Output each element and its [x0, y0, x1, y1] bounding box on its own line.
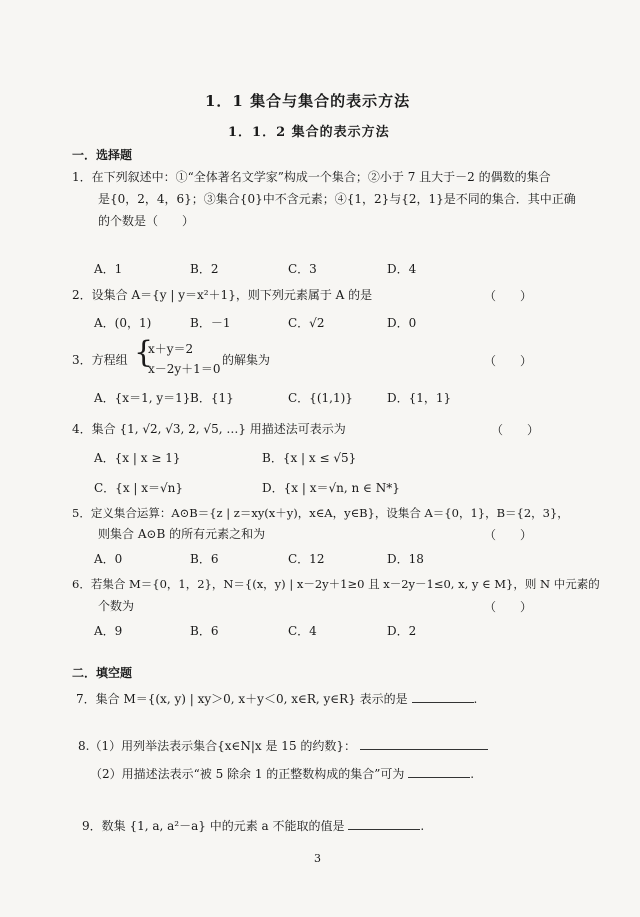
question-2-text: 2．设集合 A＝{y | y＝x²＋1}，则下列元素属于 A 的是 — [72, 288, 373, 302]
period: . — [420, 819, 425, 833]
option-c: C．12 — [288, 552, 325, 566]
system-brace: { — [134, 335, 154, 370]
answer-blank[interactable] — [348, 817, 420, 830]
answer-parentheses: （ ） — [484, 600, 533, 614]
option-a: A．(0，1) — [94, 316, 152, 330]
equation-2: x－2y＋1＝0 — [148, 362, 221, 376]
question-7-text: 7．集合 M＝{(x, y) | xy＞0, x＋y＜0, x∈R, y∈R} 表示的是 — [76, 692, 408, 706]
page-number: 3 — [314, 852, 321, 865]
option-d: D．18 — [387, 552, 424, 566]
section-subtitle: 1．1．2 集合的表示方法 — [228, 125, 390, 140]
option-d: D．0 — [387, 316, 417, 330]
question-8-part2 — [90, 765, 474, 782]
option-b: B．2 — [190, 262, 219, 276]
option-b: B．6 — [190, 552, 219, 566]
question-9 — [82, 817, 424, 834]
option-d: D．{x | x＝√n, n ∈ N*} — [262, 481, 400, 495]
option-c: C．{x | x＝√n} — [94, 481, 184, 495]
option-a: A．{x | x ≥ 1} — [94, 451, 181, 465]
question-5-line1: 5．定义集合运算：A⊙B＝{z | z＝xy(x＋y)，x∈A，y∈B}，设集合 A＝{0，1}，B＝{2，3}， — [72, 506, 569, 520]
question-6-line1: 6．若集合 M＝{0，1，2}，N＝{(x，y) | x－2y＋1≥0 且 x－2y－1≤0, x, y ∈ M}，则 N 中元素的 — [72, 577, 600, 591]
option-c: C．{(1,1)} — [288, 391, 353, 405]
question-9-text: 9．数集 {1, a, a²－a} 中的元素 a 不能取的值是 — [82, 819, 345, 833]
question-4-text: 4．集合 {1, √2, √3, 2, √5, …} 用描述法可表示为 — [72, 422, 346, 436]
answer-blank[interactable] — [360, 737, 488, 750]
answer-blank[interactable] — [408, 765, 470, 778]
option-d: D．2 — [387, 624, 417, 638]
option-d: D．{1，1} — [387, 391, 452, 405]
option-a: A．{x＝1, y＝1} — [94, 391, 191, 405]
option-d: D．4 — [387, 262, 417, 276]
section-heading-choice: 一．选择题 — [72, 148, 133, 162]
question-1-line3: 的个数是（ ） — [98, 214, 195, 228]
option-a: A．9 — [94, 624, 123, 638]
answer-parentheses: （ ） — [484, 289, 533, 303]
option-c: C．3 — [288, 262, 317, 276]
question-8-line2: （2）用描述法表示“被 5 除余 1 的正整数构成的集合”可为 — [90, 767, 405, 781]
option-b: B．6 — [190, 624, 219, 638]
option-b: B．－1 — [190, 316, 231, 330]
page-title: 1．1 集合与集合的表示方法 — [205, 92, 411, 110]
answer-parentheses: （ ） — [484, 528, 533, 542]
question-7 — [76, 690, 477, 707]
period: . — [470, 767, 475, 781]
question-1-line2: 是{0，2，4，6}；③集合{0}中不含元素；④{1，2}与{2，1}是不同的集合．其中正确 — [98, 192, 576, 206]
question-3-prefix: 3．方程组 — [72, 353, 128, 367]
option-b: B．{x | x ≤ √5} — [262, 451, 357, 465]
answer-parentheses: （ ） — [484, 354, 533, 368]
section-heading-fill: 二．填空题 — [72, 666, 133, 680]
question-1-line1: 1．在下列叙述中：①“全体著名文学家”构成一个集合；②小于 7 且大于－2 的偶数的集合 — [72, 170, 551, 184]
answer-parentheses: （ ） — [491, 423, 540, 437]
question-8-part1 — [78, 737, 488, 754]
question-8-line1: 8.（1）用列举法表示集合{x∈N|x 是 15 的约数}： — [78, 739, 357, 753]
option-b: B．{1} — [190, 391, 234, 405]
period: . — [473, 692, 478, 706]
option-a: A．1 — [94, 262, 123, 276]
question-3-suffix: 的解集为 — [222, 353, 271, 367]
question-5-line2: 则集合 A⊙B 的所有元素之和为 — [98, 527, 266, 541]
option-a: A．0 — [94, 552, 123, 566]
equation-1: x＋y＝2 — [148, 342, 194, 356]
question-6-line2: 个数为 — [98, 599, 135, 613]
option-c: C．√2 — [288, 316, 325, 330]
option-c: C．4 — [288, 624, 317, 638]
answer-blank[interactable] — [412, 690, 474, 703]
